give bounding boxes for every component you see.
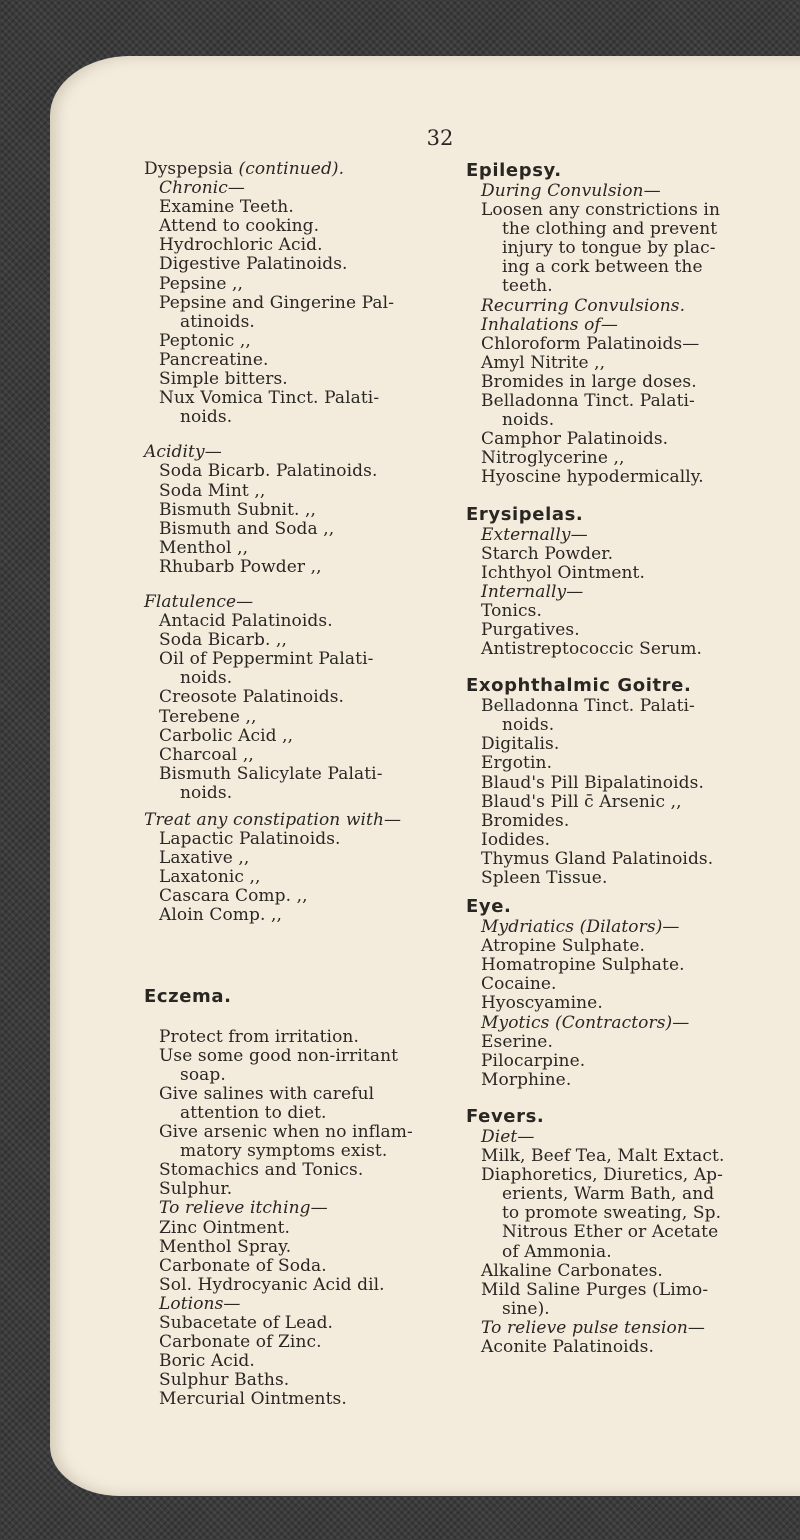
text-line: Belladonna Tinct. Palati- — [481, 696, 695, 717]
text-line: Peptonic ,, — [159, 330, 251, 351]
text-line: Bismuth and Soda ,, — [159, 518, 335, 539]
text-line: Stomachics and Tonics. — [159, 1160, 364, 1181]
section-title: Dyspepsia — [144, 159, 233, 179]
text-line: Bromides. — [481, 810, 570, 831]
section-heading: Epilepsy. — [466, 160, 562, 181]
text-line: to promote sweating, Sp. — [502, 1203, 722, 1224]
text-line: Mercurial Ointments. — [159, 1389, 347, 1410]
subheading: Inhalations of— — [481, 314, 618, 335]
text-line: Attend to cooking. — [159, 216, 320, 237]
text-line: Belladonna Tinct. Palati- — [481, 391, 695, 412]
subheading: Chronic— — [159, 178, 246, 199]
right-column — [466, 160, 766, 1357]
spacer — [466, 659, 766, 675]
text-line: Pancreatine. — [159, 349, 269, 370]
text-line: Menthol Spray. — [159, 1236, 292, 1257]
text-line: Carbonate of Zinc. — [159, 1332, 322, 1353]
spacer — [466, 888, 766, 896]
text-line: Antacid Palatinoids. — [159, 611, 333, 632]
text-line: Bismuth Salicylate Palati- — [159, 763, 383, 784]
subheading: Internally— — [481, 581, 584, 602]
section-heading: Exophthalmic Goitre. — [466, 675, 692, 697]
text-line: Bromides in large doses. — [481, 371, 697, 392]
text-line: Digitalis. — [481, 734, 560, 755]
text-line: Laxative ,, — [159, 848, 250, 869]
text-line: Antistreptococcic Serum. — [481, 639, 703, 660]
text-line: Hyoscyamine. — [481, 993, 603, 1014]
section-heading: Fevers. — [466, 1105, 545, 1127]
section-heading: Eczema. — [144, 985, 232, 1007]
subheading: To relieve itching— — [159, 1198, 328, 1219]
left-column — [144, 160, 444, 1409]
text-line: Ergotin. — [481, 753, 553, 774]
text-line: Carbonate of Soda. — [159, 1255, 327, 1276]
section-heading — [144, 160, 444, 179]
subheading: Mydriatics (Dilators)— — [481, 917, 680, 938]
text-line: Boric Acid. — [159, 1351, 255, 1372]
text-line: Blaud's Pill c̄ Arsenic ,, — [481, 791, 682, 812]
text-line: Thymus Gland Palatinoids. — [481, 848, 714, 869]
text-line: Loosen any constrictions in — [481, 200, 720, 221]
text-line: Amyl Nitrite ,, — [481, 352, 606, 373]
text-line: Carbolic Acid ,, — [159, 725, 294, 746]
text-line: Examine Teeth. — [159, 197, 294, 218]
text-line: Nitroglycerine ,, — [481, 448, 625, 469]
text-line: Bismuth Subnit. ,, — [159, 499, 317, 520]
text-line: Laxatonic ,, — [159, 867, 261, 888]
text-line: the clothing and prevent — [502, 219, 718, 240]
subheading: Lotions— — [159, 1293, 241, 1314]
spacer — [144, 577, 444, 593]
text-line: Pilocarpine. — [481, 1050, 586, 1071]
text-line: noids. — [502, 410, 555, 431]
text-line: Diaphoretics, Diuretics, Ap- — [481, 1165, 724, 1186]
text-line: Pepsine and Gingerine Pal- — [159, 292, 395, 313]
text-line: attention to diet. — [180, 1102, 327, 1123]
text-line: Charcoal ,, — [159, 744, 254, 765]
text-line: Atropine Sulphate. — [481, 936, 645, 957]
spacer — [144, 926, 444, 986]
subheading: During Convulsion— — [481, 181, 661, 201]
text-line: noids. — [502, 715, 555, 736]
text-line: Digestive Palatinoids. — [159, 254, 348, 275]
text-line: Give salines with careful — [159, 1083, 375, 1104]
text-line: ing a cork between the — [502, 257, 703, 278]
text-line: sine). — [502, 1298, 550, 1319]
text-line: Use some good non-irritant — [159, 1045, 399, 1066]
text-line: injury to tongue by plac- — [502, 238, 716, 259]
text-line: Rhubarb Powder ,, — [159, 556, 322, 577]
text-line: Cocaine. — [481, 974, 557, 995]
text-line: Hydrochloric Acid. — [159, 235, 323, 256]
text-line: Aconite Palatinoids. — [481, 1336, 654, 1357]
subheading: Flatulence— — [144, 591, 254, 612]
spacer — [466, 488, 766, 504]
text-line: Camphor Palatinoids. — [481, 429, 669, 450]
section-heading: Erysipelas. — [466, 503, 584, 525]
text-line: Sulphur. — [159, 1179, 233, 1200]
text-line: Subacetate of Lead. — [159, 1312, 334, 1333]
text-line: Lapactic Palatinoids. — [159, 829, 341, 850]
subheading: Myotics (Contractors)— — [481, 1012, 690, 1033]
text-line: Morphine. — [481, 1069, 572, 1090]
text-line: Terebene ,, — [159, 706, 257, 727]
text-line: Blaud's Pill Bipalatinoids. — [481, 772, 704, 793]
subheading: To relieve pulse tension— — [481, 1317, 705, 1338]
text-line: noids. — [180, 782, 233, 803]
subheading: Treat any constipation with— — [144, 810, 402, 830]
subheading: Externally— — [481, 524, 588, 545]
text-line: Menthol ,, — [159, 537, 249, 558]
section-title-suffix: (continued). — [232, 159, 345, 179]
text-line: Ichthyol Ointment. — [481, 562, 645, 583]
text-line: Sulphur Baths. — [159, 1370, 290, 1391]
subheading: Acidity— — [144, 442, 222, 463]
text-line: Zinc Ointment. — [159, 1217, 291, 1238]
text-line: Soda Bicarb. ,, — [159, 630, 288, 651]
text-line: Cascara Comp. ,, — [159, 886, 308, 907]
text-line: Sol. Hydrocyanic Acid dil. — [159, 1274, 385, 1295]
text-line: Tonics. — [481, 600, 542, 621]
text-line: Nux Vomica Tinct. Palati- — [159, 388, 380, 409]
text-line: Homatropine Sulphate. — [481, 955, 685, 976]
text-line: Protect from irritation. — [159, 1026, 359, 1047]
text-line: erients, Warm Bath, and — [502, 1184, 715, 1205]
text-line: matory symptoms exist. — [180, 1141, 388, 1162]
spacer — [144, 427, 444, 443]
page-number: 32 — [426, 126, 454, 150]
text-line: Eserine. — [481, 1031, 553, 1052]
text-line: Soda Bicarb. Palatinoids. — [159, 461, 378, 482]
section-heading: Eye. — [466, 896, 512, 918]
text-line: Hyoscine hypodermically. — [481, 467, 704, 488]
text-line: soap. — [180, 1064, 226, 1085]
text-line: Chloroform Palatinoids— — [481, 333, 700, 354]
text-line: of Ammonia. — [502, 1241, 612, 1262]
text-line: Oil of Peppermint Palati- — [159, 649, 374, 670]
text-line: Purgatives. — [481, 619, 580, 640]
text-line: Iodides. — [481, 829, 551, 850]
spacer — [144, 1008, 444, 1028]
text-line: atinoids. — [180, 311, 255, 332]
text-line: Give arsenic when no inflam- — [159, 1122, 413, 1143]
text-line: noids. — [180, 407, 233, 428]
text-line: Simple bitters. — [159, 369, 288, 390]
text-line: Pepsine ,, — [159, 273, 243, 294]
text-line: Alkaline Carbonates. — [481, 1260, 663, 1281]
text-line: Nitrous Ether or Acetate — [502, 1222, 719, 1243]
text-line: Creosote Palatinoids. — [159, 687, 345, 708]
text-line: Aloin Comp. ,, — [159, 905, 282, 926]
text-line: Soda Mint ,, — [159, 480, 266, 501]
text-line: Spleen Tissue. — [481, 868, 608, 888]
text-line: Mild Saline Purges (Limo- — [481, 1279, 709, 1300]
text-line: noids. — [180, 668, 233, 689]
text-line: Milk, Beef Tea, Malt Extact. — [481, 1146, 725, 1167]
text-line: Starch Powder. — [481, 543, 614, 564]
subheading: Diet— — [481, 1126, 535, 1147]
spacer — [466, 1090, 766, 1106]
text-line: teeth. — [502, 276, 553, 297]
subheading: Recurring Convulsions. — [481, 295, 686, 316]
